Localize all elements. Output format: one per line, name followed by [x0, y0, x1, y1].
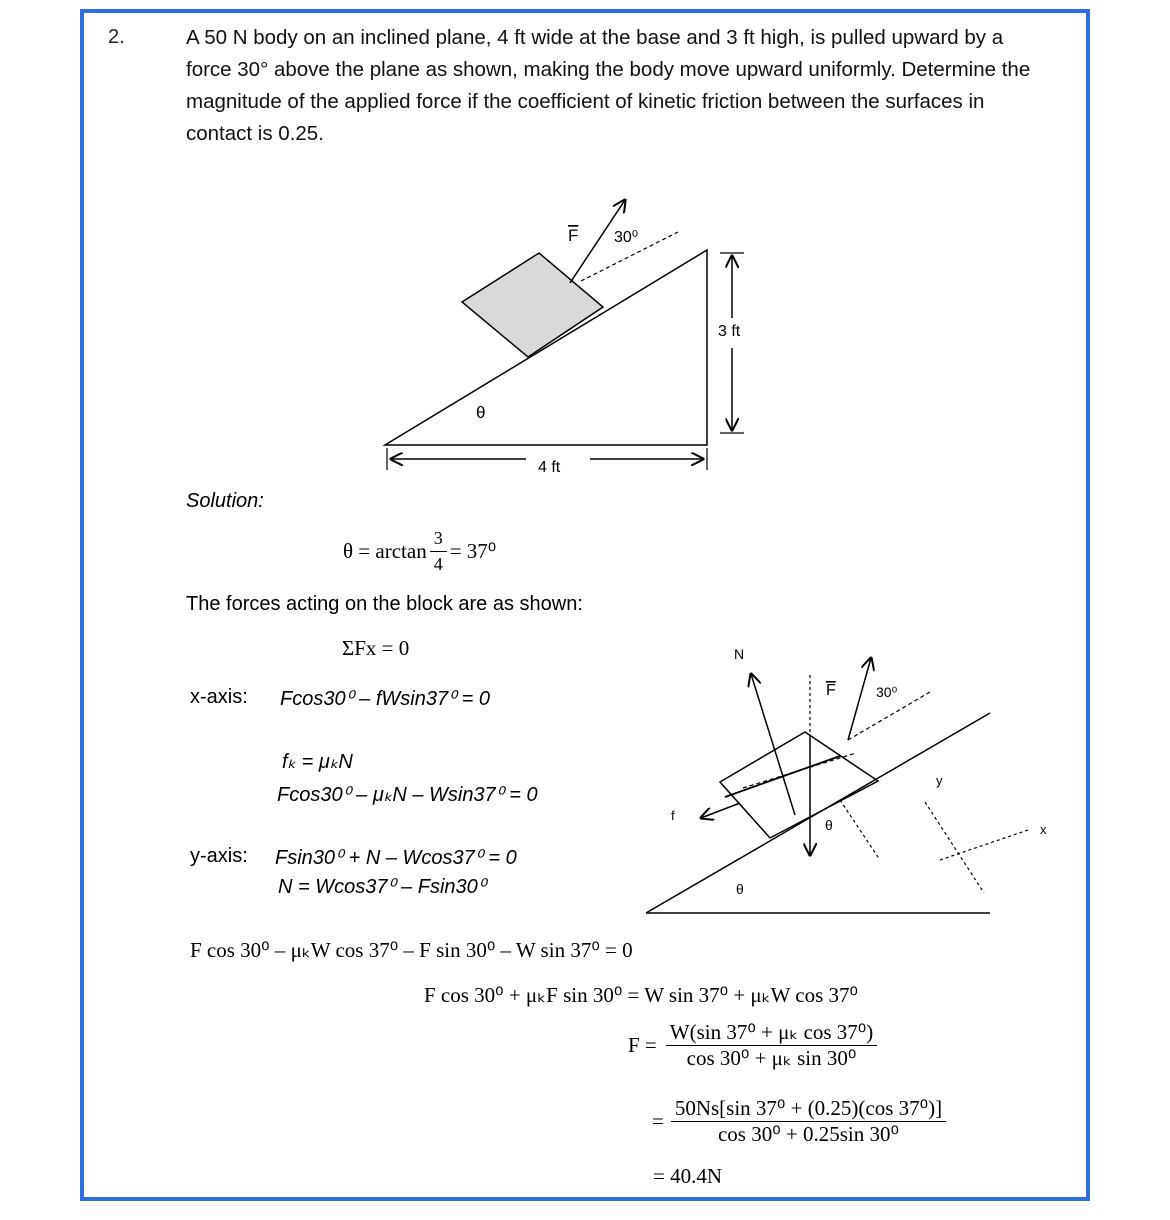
- final-answer: = 40.4N: [653, 1164, 723, 1188]
- x-axis-label: x-axis:: [190, 686, 248, 708]
- angle-label: 30⁰: [614, 229, 639, 246]
- base-label: 4 ft: [538, 459, 561, 476]
- x-axis-dashed: [940, 830, 1028, 860]
- applied-force-arrow: [848, 658, 871, 740]
- x-eq2: Fcos30⁰ – μₖN – Wsin37⁰ = 0: [277, 784, 538, 806]
- derivation-eq4: = $\frac{\text{50Ns[sin 37⁰ + (0.25)(cos 37⁰)]}}{\text{cos 30⁰ + 0.25sin 30⁰}}$: [652, 1096, 949, 1147]
- theta-equation: θ = arctan $\frac{3}{4}$ = 37⁰: [343, 528, 497, 574]
- normal-label: N: [734, 646, 745, 662]
- derivation-eq1: F cos 30⁰ – μₖW cos 37⁰ – F sin 30⁰ – W sin 37⁰ = 0: [190, 938, 633, 962]
- x-label: x: [1040, 822, 1047, 837]
- x-eq1: Fcos30⁰ – fWsin37⁰ = 0: [280, 688, 491, 710]
- fbd-angle-label: 30⁰: [876, 684, 898, 700]
- derivation-eq3: F = $\frac{\text{W(sin 37⁰ + μₖ cos 37⁰)}}{\text{cos 30⁰ + μₖ sin 30⁰}}$: [628, 1020, 880, 1071]
- y-label: y: [936, 773, 943, 788]
- y-axis-label: y-axis:: [190, 845, 248, 867]
- problem-statement: A 50 N body on an inclined plane, 4 ft wide at the base and 3 ft high, is pulled upward by a force 30° above the plane as shown, making the body move upward uniformly. Determine the magnitude of the applied force if the coefficient of kinetic friction between the surfaces in contact is 0.25.: [186, 26, 1031, 145]
- y-eq1: Fsin30⁰ + N – Wcos37⁰ = 0: [275, 847, 517, 869]
- tension-line: [725, 756, 840, 797]
- block: [462, 253, 603, 357]
- y-eq2: N = Wcos37⁰ – Fsin30⁰: [278, 876, 486, 898]
- forces-text: The forces acting on the block are as shown:: [186, 593, 583, 615]
- fk-eq: fₖ = μₖN: [282, 751, 353, 773]
- normal-dashed: [840, 800, 880, 860]
- solution-heading: Solution:: [186, 490, 264, 512]
- free-body-diagram: [646, 646, 1047, 913]
- theta-label: θ: [476, 403, 486, 422]
- friction-arrow: [701, 803, 740, 818]
- normal-force-arrow: [751, 674, 795, 815]
- derivation-eq2: F cos 30⁰ + μₖF sin 30⁰ = W sin 37⁰ + μₖW cos 37⁰: [424, 983, 858, 1007]
- fbd-force-label: F: [826, 682, 836, 699]
- fbd-theta-upper: θ: [825, 817, 833, 833]
- force-label: F: [568, 226, 579, 245]
- sum-fx: ΣFx = 0: [342, 636, 410, 660]
- problem-number: 2.: [108, 26, 125, 48]
- friction-label: f: [671, 808, 675, 823]
- fbd-theta-lower: θ: [736, 881, 744, 897]
- height-label: 3 ft: [718, 323, 741, 340]
